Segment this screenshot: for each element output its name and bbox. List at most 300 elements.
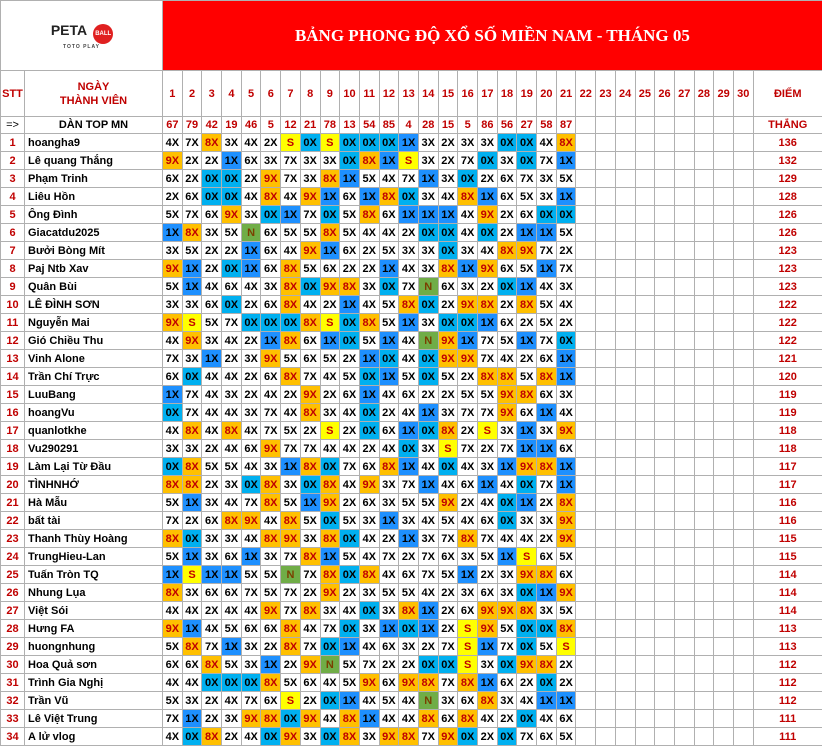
row-score: 136 — [753, 134, 822, 152]
logo-ball-icon: BALL — [93, 24, 113, 44]
result-cell: 5X — [438, 512, 458, 530]
result-cell: 4X — [222, 368, 242, 386]
result-cell: 7X — [418, 548, 438, 566]
result-cell: 7X — [163, 512, 183, 530]
result-cell — [655, 458, 675, 476]
result-cell: 9X — [261, 440, 281, 458]
result-cell: 9X — [359, 476, 379, 494]
result-cell: 6X — [537, 728, 557, 746]
result-cell: 0X — [497, 512, 517, 530]
result-cell — [674, 386, 694, 404]
result-cell: 6X — [261, 224, 281, 242]
result-cell: 8X — [399, 296, 419, 314]
row-stt: 33 — [1, 710, 25, 728]
result-cell: 9X — [497, 404, 517, 422]
row-score: 119 — [753, 386, 822, 404]
result-cell: 0X — [438, 656, 458, 674]
table-row — [1, 512, 822, 530]
result-cell — [733, 530, 753, 548]
result-cell — [635, 494, 655, 512]
result-cell — [655, 440, 675, 458]
result-cell — [596, 530, 616, 548]
result-cell: 8X — [281, 296, 301, 314]
result-cell: 0X — [300, 476, 320, 494]
result-cell: 1X — [182, 494, 202, 512]
result-cell: 0X — [340, 314, 360, 332]
row-member-name: Giacatdu2025 — [25, 224, 163, 242]
result-cell: 6X — [261, 692, 281, 710]
result-cell: 4X — [202, 368, 222, 386]
result-cell — [674, 656, 694, 674]
result-cell: 3X — [281, 476, 301, 494]
result-cell — [596, 710, 616, 728]
result-cell — [714, 512, 734, 530]
header-day-29: 29 — [714, 71, 734, 117]
result-cell — [635, 728, 655, 746]
table-row — [1, 494, 822, 512]
result-cell — [635, 278, 655, 296]
result-cell: 3X — [202, 548, 222, 566]
result-cell: 6X — [163, 368, 183, 386]
result-cell — [655, 512, 675, 530]
row-score: 128 — [753, 188, 822, 206]
row-member-name: quanlotkhe — [25, 422, 163, 440]
result-cell — [596, 458, 616, 476]
result-cell: 4X — [241, 188, 261, 206]
result-cell — [694, 512, 714, 530]
result-cell — [635, 206, 655, 224]
result-cell: 3X — [438, 170, 458, 188]
table-row — [1, 530, 822, 548]
result-cell: 2X — [340, 260, 360, 278]
result-cell — [576, 350, 596, 368]
row-score: 126 — [753, 206, 822, 224]
result-cell — [576, 386, 596, 404]
result-cell: 3X — [320, 152, 340, 170]
result-cell: 4X — [379, 440, 399, 458]
result-cell: 8X — [222, 512, 242, 530]
result-cell: 1X — [320, 242, 340, 260]
result-cell: 1X — [556, 476, 576, 494]
top-row-value: 42 — [202, 117, 222, 134]
result-cell: 3X — [418, 260, 438, 278]
result-cell — [615, 512, 635, 530]
result-cell: 3X — [261, 152, 281, 170]
result-cell — [733, 494, 753, 512]
result-cell: 5X — [340, 224, 360, 242]
result-cell: 0X — [458, 728, 478, 746]
result-cell — [733, 548, 753, 566]
result-cell — [655, 296, 675, 314]
result-cell: 6X — [458, 602, 478, 620]
result-cell: S — [556, 638, 576, 656]
result-cell: 2X — [202, 242, 222, 260]
result-cell: 6X — [478, 512, 498, 530]
row-stt: 21 — [1, 494, 25, 512]
row-stt: 24 — [1, 548, 25, 566]
result-cell: 5X — [556, 224, 576, 242]
row-member-name: Paj Ntb Xav — [25, 260, 163, 278]
row-stt: 16 — [1, 404, 25, 422]
result-cell: 7X — [399, 278, 419, 296]
result-cell — [615, 422, 635, 440]
result-cell — [576, 566, 596, 584]
row-member-name: Quân Bùi — [25, 278, 163, 296]
result-cell: 0X — [497, 494, 517, 512]
result-cell: 1X — [556, 188, 576, 206]
row-stt: 11 — [1, 314, 25, 332]
result-cell: 4X — [438, 188, 458, 206]
result-cell: 4X — [399, 692, 419, 710]
result-cell — [694, 224, 714, 242]
result-cell: 0X — [359, 422, 379, 440]
row-score: 118 — [753, 422, 822, 440]
result-cell — [733, 350, 753, 368]
result-cell: 0X — [418, 368, 438, 386]
result-cell: 6X — [537, 548, 557, 566]
result-cell — [635, 512, 655, 530]
result-cell: 7X — [300, 206, 320, 224]
row-member-name: Tuấn Tròn TQ — [25, 566, 163, 584]
result-cell: 9X — [222, 206, 242, 224]
result-cell: 3X — [458, 278, 478, 296]
result-cell — [596, 656, 616, 674]
result-cell — [674, 368, 694, 386]
result-cell: 9X — [517, 242, 537, 260]
result-cell — [576, 368, 596, 386]
result-cell: 7X — [163, 350, 183, 368]
result-cell: 1X — [418, 170, 438, 188]
result-cell: 3X — [418, 152, 438, 170]
result-cell — [576, 656, 596, 674]
result-cell: 1X — [418, 620, 438, 638]
result-cell: 0X — [517, 152, 537, 170]
result-cell: 0X — [340, 620, 360, 638]
row-member-name: Trần Vũ — [25, 692, 163, 710]
row-stt: 34 — [1, 728, 25, 746]
result-cell: 1X — [458, 260, 478, 278]
result-cell — [694, 728, 714, 746]
result-cell: 6X — [517, 404, 537, 422]
result-cell — [635, 440, 655, 458]
result-cell: 0X — [359, 368, 379, 386]
result-cell — [635, 692, 655, 710]
result-cell — [615, 602, 635, 620]
result-cell: 1X — [241, 548, 261, 566]
header-day-21: 21 — [556, 71, 576, 117]
result-cell: 6X — [458, 692, 478, 710]
top-row-value: 78 — [320, 117, 340, 134]
result-cell: 2X — [163, 188, 183, 206]
result-cell: 5X — [222, 224, 242, 242]
result-cell: 4X — [340, 440, 360, 458]
result-cell: 0X — [517, 710, 537, 728]
result-cell: 4X — [399, 710, 419, 728]
result-cell: 1X — [340, 692, 360, 710]
result-cell: 0X — [418, 224, 438, 242]
result-cell: 4X — [359, 530, 379, 548]
result-cell — [714, 188, 734, 206]
result-cell — [596, 224, 616, 242]
result-cell — [714, 152, 734, 170]
row-stt: 2 — [1, 152, 25, 170]
top-row-value — [694, 117, 714, 134]
result-cell: 7X — [182, 386, 202, 404]
result-cell: 1X — [163, 224, 183, 242]
result-cell: 2X — [241, 332, 261, 350]
result-cell: S — [320, 422, 340, 440]
result-cell — [576, 638, 596, 656]
result-cell: 8X — [320, 476, 340, 494]
row-score: 122 — [753, 332, 822, 350]
header-day-5: 5 — [241, 71, 261, 117]
result-cell — [694, 260, 714, 278]
row-member-name: Hà Mẫu — [25, 494, 163, 512]
result-cell — [576, 620, 596, 638]
result-cell: 2X — [202, 260, 222, 278]
result-cell: 2X — [202, 602, 222, 620]
result-cell — [576, 152, 596, 170]
result-cell: 4X — [163, 332, 183, 350]
result-cell: 1X — [556, 458, 576, 476]
result-cell: 1X — [182, 278, 202, 296]
result-cell — [714, 368, 734, 386]
result-cell: 2X — [359, 440, 379, 458]
header-day-30: 30 — [733, 71, 753, 117]
result-cell — [615, 638, 635, 656]
result-cell: 7X — [300, 566, 320, 584]
result-cell: 1X — [182, 620, 202, 638]
result-cell — [714, 242, 734, 260]
result-cell: 1X — [320, 188, 340, 206]
header-day-3: 3 — [202, 71, 222, 117]
result-cell: 8X — [281, 260, 301, 278]
row-member-name: TrungHieu-Lan — [25, 548, 163, 566]
result-cell: 4X — [517, 692, 537, 710]
result-cell: 7X — [300, 368, 320, 386]
result-cell — [615, 152, 635, 170]
result-cell: 8X — [379, 188, 399, 206]
result-cell — [635, 224, 655, 242]
result-cell: 9X — [517, 458, 537, 476]
result-cell: 0X — [163, 458, 183, 476]
result-cell: 2X — [438, 152, 458, 170]
result-cell — [694, 368, 714, 386]
result-cell — [576, 584, 596, 602]
result-cell: 8X — [517, 296, 537, 314]
result-cell: 3X — [222, 134, 242, 152]
result-cell — [576, 440, 596, 458]
result-cell: 5X — [497, 620, 517, 638]
result-cell: 0X — [320, 638, 340, 656]
result-cell: 2X — [340, 584, 360, 602]
result-cell: 4X — [320, 440, 340, 458]
result-cell: 2X — [556, 314, 576, 332]
result-cell: 2X — [320, 296, 340, 314]
result-cell: 7X — [241, 584, 261, 602]
row-stt: 22 — [1, 512, 25, 530]
result-cell — [674, 170, 694, 188]
result-cell: 5X — [438, 566, 458, 584]
result-cell: 7X — [478, 530, 498, 548]
result-cell: 7X — [241, 494, 261, 512]
result-cell: 5X — [359, 170, 379, 188]
result-cell — [694, 710, 714, 728]
result-cell — [674, 206, 694, 224]
result-cell — [635, 674, 655, 692]
header-member-label: THÀNH VIÊN — [60, 95, 127, 107]
result-cell: 4X — [418, 584, 438, 602]
result-cell: 3X — [163, 242, 183, 260]
result-cell — [714, 206, 734, 224]
result-cell: 4X — [281, 242, 301, 260]
row-stt: 6 — [1, 224, 25, 242]
result-cell — [655, 638, 675, 656]
result-cell: S — [281, 692, 301, 710]
result-cell: 5X — [281, 224, 301, 242]
result-cell: 1X — [359, 350, 379, 368]
result-cell: 4X — [359, 548, 379, 566]
result-cell — [615, 494, 635, 512]
row-score: 113 — [753, 620, 822, 638]
result-cell — [635, 638, 655, 656]
result-cell — [694, 152, 714, 170]
result-cell: 8X — [478, 296, 498, 314]
row-member-name: Ông Đình — [25, 206, 163, 224]
result-cell: 9X — [359, 674, 379, 692]
header-day-1: 1 — [163, 71, 183, 117]
result-cell: 2X — [182, 170, 202, 188]
result-cell: 0X — [537, 206, 557, 224]
result-cell: 4X — [281, 188, 301, 206]
result-cell: 0X — [320, 458, 340, 476]
result-cell: 2X — [478, 440, 498, 458]
result-cell: 7X — [300, 440, 320, 458]
result-cell — [694, 332, 714, 350]
result-cell — [733, 422, 753, 440]
result-cell: 1X — [320, 332, 340, 350]
result-cell: 5X — [340, 512, 360, 530]
result-cell: 6X — [517, 206, 537, 224]
result-cell — [615, 296, 635, 314]
result-cell: 7X — [281, 152, 301, 170]
result-cell — [714, 422, 734, 440]
table-row — [1, 278, 822, 296]
result-cell: 8X — [300, 548, 320, 566]
result-cell: 7X — [359, 656, 379, 674]
result-cell — [615, 440, 635, 458]
top-row-value: 79 — [182, 117, 202, 134]
result-cell: 3X — [537, 188, 557, 206]
result-cell — [596, 584, 616, 602]
result-cell: 7X — [320, 620, 340, 638]
result-cell: 4X — [261, 512, 281, 530]
result-cell — [615, 530, 635, 548]
result-cell: 3X — [202, 530, 222, 548]
row-score: 111 — [753, 728, 822, 746]
result-cell — [635, 422, 655, 440]
row-member-name: Vinh Alone — [25, 350, 163, 368]
result-cell: 9X — [556, 512, 576, 530]
row-stt: 13 — [1, 350, 25, 368]
result-cell — [733, 620, 753, 638]
result-cell: 2X — [379, 404, 399, 422]
result-cell: 3X — [537, 512, 557, 530]
result-cell: 1X — [399, 458, 419, 476]
table-row — [1, 260, 822, 278]
result-cell — [615, 260, 635, 278]
result-cell: 4X — [359, 692, 379, 710]
result-cell — [694, 404, 714, 422]
result-cell: 0X — [537, 674, 557, 692]
result-cell — [576, 170, 596, 188]
result-cell: 7X — [537, 152, 557, 170]
result-cell: 1X — [202, 566, 222, 584]
page-title: BẢNG PHONG ĐỘ XỔ SỐ MIỀN NAM - THÁNG 05 — [163, 1, 822, 71]
table-row — [1, 584, 822, 602]
top-row-value: 58 — [537, 117, 557, 134]
row-stt: 28 — [1, 620, 25, 638]
result-cell: 3X — [359, 728, 379, 746]
result-cell — [674, 422, 694, 440]
header-day-18: 18 — [497, 71, 517, 117]
result-cell: 8X — [182, 476, 202, 494]
result-cell: 8X — [340, 728, 360, 746]
result-cell: 0X — [182, 530, 202, 548]
result-cell — [714, 134, 734, 152]
result-cell: 8X — [163, 476, 183, 494]
result-cell — [674, 296, 694, 314]
result-cell — [596, 368, 616, 386]
table-row — [1, 728, 822, 746]
result-cell: 4X — [241, 728, 261, 746]
result-cell — [655, 728, 675, 746]
result-cell: 1X — [478, 638, 498, 656]
result-cell: 0X — [359, 404, 379, 422]
result-cell: 1X — [379, 368, 399, 386]
row-score: 115 — [753, 530, 822, 548]
result-cell — [615, 620, 635, 638]
result-cell — [576, 206, 596, 224]
result-cell: 9X — [438, 494, 458, 512]
header-score: ĐIỂM — [753, 71, 822, 117]
result-cell: 4X — [497, 530, 517, 548]
result-cell: 7X — [517, 728, 537, 746]
result-cell: 3X — [222, 710, 242, 728]
table-row — [1, 350, 822, 368]
result-cell: 0X — [556, 206, 576, 224]
result-cell: 3X — [458, 242, 478, 260]
result-cell: 1X — [418, 476, 438, 494]
result-cell: 0X — [497, 656, 517, 674]
result-cell — [674, 350, 694, 368]
result-cell: 2X — [281, 656, 301, 674]
result-cell: 2X — [202, 152, 222, 170]
result-cell — [635, 404, 655, 422]
table-row — [1, 386, 822, 404]
result-cell: 6X — [438, 548, 458, 566]
result-cell: 2X — [438, 296, 458, 314]
result-cell: 8X — [359, 314, 379, 332]
result-cell: 3X — [418, 134, 438, 152]
result-cell — [674, 692, 694, 710]
result-cell: 0X — [438, 242, 458, 260]
result-cell — [694, 350, 714, 368]
result-cell: 1X — [241, 242, 261, 260]
result-cell: 0X — [261, 314, 281, 332]
result-cell: 6X — [222, 278, 242, 296]
result-cell: 4X — [163, 728, 183, 746]
